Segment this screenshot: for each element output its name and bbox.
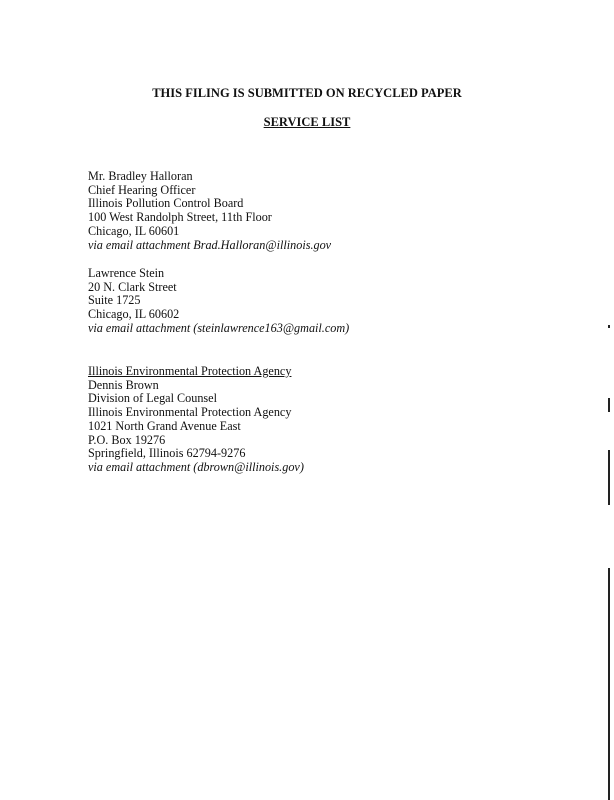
contact-city: Chicago, IL 60602 xyxy=(88,307,180,322)
contact-street: 1021 North Grand Avenue East xyxy=(88,418,241,433)
agency-heading: Illinois Environmental Protection Agency xyxy=(88,364,292,378)
contact-city: Chicago, IL 60601 xyxy=(88,223,180,238)
contact-name: Lawrence Stein xyxy=(88,266,165,280)
contact-organization: Illinois Environmental Protection Agency xyxy=(88,405,292,420)
contact-email-line: via email attachment (dbrown@illinois.gov) xyxy=(88,459,304,474)
scan-artifact-mark xyxy=(608,398,610,412)
contact-email-line: via email attachment Brad.Halloran@illinois.gov xyxy=(88,237,332,252)
scan-artifact-mark xyxy=(608,568,610,800)
contact-block-iepa xyxy=(88,365,304,475)
contact-suite: Suite 1725 xyxy=(88,293,141,308)
contact-title: Chief Hearing Officer xyxy=(88,182,196,197)
contact-name: Dennis Brown xyxy=(88,377,159,392)
contact-block-stein xyxy=(88,267,349,336)
contact-email-line: via email attachment (steinlawrence163@gmail.com) xyxy=(88,320,350,335)
contact-street: 20 N. Clark Street xyxy=(88,279,177,294)
contact-city: Springfield, Illinois 62794-9276 xyxy=(88,446,246,461)
contact-block-hearing-officer xyxy=(88,170,331,252)
contact-division: Division of Legal Counsel xyxy=(88,391,217,406)
contact-po-box: P.O. Box 19276 xyxy=(88,432,166,447)
scan-artifact-mark xyxy=(608,325,610,328)
contact-street: 100 West Randolph Street, 11th Floor xyxy=(88,210,272,225)
service-list-heading: SERVICE LIST xyxy=(263,115,351,129)
contact-name: Mr. Bradley Halloran xyxy=(88,169,193,183)
contact-organization: Illinois Pollution Control Board xyxy=(88,196,244,211)
scan-artifact-mark xyxy=(608,450,610,505)
filing-notice-heading: THIS FILING IS SUBMITTED ON RECYCLED PAPER xyxy=(152,86,462,100)
